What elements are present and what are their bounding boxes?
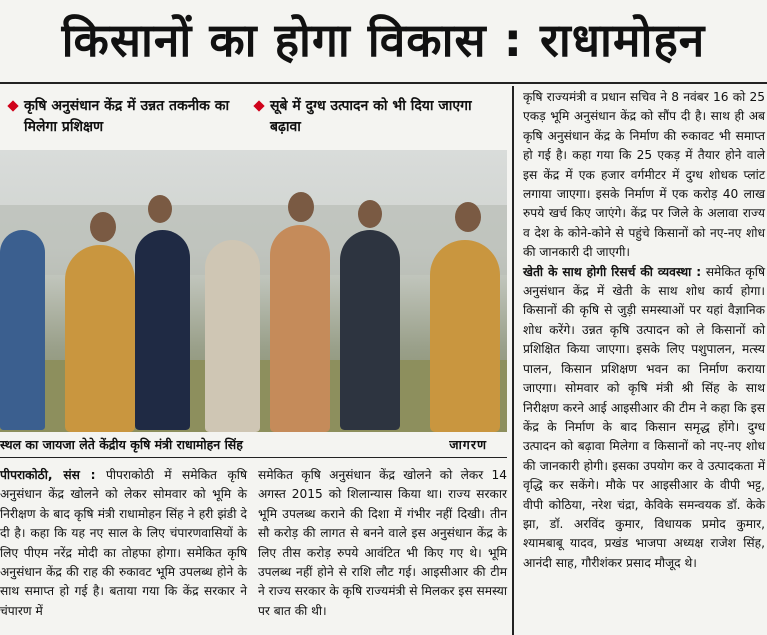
body-column-3-text-a: कृषि राज्यमंत्री व प्रधान सचिव ने 8 नवंबर 16 को 25 एकड़ भूमि अनुसंधान केंद्र को सौंप दी है। साथ ही अब कृषि अनुसंधान केंद्र के निर्माण की रुकावट भी समाप्त हो गई है। कहा गया कि 25 एकड़ में तैयार होने वाले इस केंद्र में एक हजार वर्गमीटर में दुग्ध शोधक प्लांट लगाया जाएगा। इसके निर्माण में एक करोड़ 40 लाख रुपये खर्च किए जाएंगे। केंद्र पर जिले के अलावा राज्य व देश के कोने-कोने से पहुंचे किसानों को नए-नए शोध की जानकारी दी जाएगी। xyxy=(523,90,765,260)
photo-person xyxy=(430,240,500,432)
body-column-3-text-b: समेकित कृषि अनुसंधान केंद्र में खेती के साथ शोध कार्य होगा। किसानों की कृषि से जुड़ी समस्याओं पर यहां वैज्ञानिक शोध करेंगे। उन्नत कृषि उत्पादन को ले किसानों को प्रशिक्षित किया जाएगा। इसके लिए पशुपालन, मत्स्य पालन, किसान प्रशिक्षण भवन का निर्माण कराया जाएगा। सोमवार को कृषि मंत्री श्री सिंह के साथ निरीक्षण करने आई आइसीआर की टीम ने कहा कि इस केंद्र के निर्माण के बाद किसान समृद्ध होंगे। दुग्ध उत्पादन को बढ़ावा मिलेगा व किसानों को नए-नए शोध की जानकारी होगी। इसका उपयोग कर वे उत्पादकता में वृद्धि कर सकेंगे। मौके पर आइसीआर के वीपी भट्ट, वीपी कोठिया, नरेश चंद्रा, केविके समन्वयक डॉ. केके झा, डॉ. अरविंद कुमार, विधायक प्रमोद कुमार, श्यामबाबू यादव, प्रखंड भाजपा अध्यक्ष राजेश सिंह, आनंदी साह, गौरीशंकर प्रसाद मौजूद थे। xyxy=(523,264,765,570)
photo-head xyxy=(148,195,172,223)
body-column-1-text: पीपराकोठी में समेकित कृषि अनुसंधान केंद्र खोलने को लेकर सोमवार को भूमि के निरीक्षण के बाद कृषि मंत्री राधामोहन सिंह ने हरी झंडी दे दी है। कहा कि यह नए साल के लिए चंपारणवासियों के लिए पीएम नरेंद्र मोदी का तोहफा होगा। समेकित कृषि अनुसंधान केंद्र की राह की रुकावट भूमि उपलब्ध होने के साथ समाप्त हो गई है। बताया गया कि केंद्र सरकार ने चंपारण में xyxy=(0,468,248,618)
news-photo xyxy=(0,150,507,432)
body-column-3 xyxy=(523,88,765,573)
body-column-1 xyxy=(0,466,247,621)
photo-person xyxy=(135,230,190,430)
photo-credit: जागरण xyxy=(449,437,487,452)
photo-caption xyxy=(0,434,507,456)
column-divider xyxy=(512,86,514,635)
subhead-training-text: कृषि अनुसंधान केंद्र में उन्नत तकनीक का मिलेगा प्रशिक्षण xyxy=(24,98,230,135)
photo-head xyxy=(288,192,314,222)
photo-head xyxy=(455,202,481,232)
photo-person xyxy=(340,230,400,430)
body-column-2-text: समेकित कृषि अनुसंधान केंद्र खोलने को लेकर 14 अगस्त 2015 को शिलान्यास किया था। राज्य सरकार भूमि उपलब्ध कराने की दिशा में गंभीर नहीं दिखी। तीन सौ करोड़ की लागत से बनने वाले इस अनुसंधान केंद्र के लिए तीस करोड़ रुपये आवंटित भी किए गए थे। भूमि उपलब्ध नहीं होने से राशि लौट गई। आइसीआर की टीम ने राज्य सरकार के कृषि राज्यमंत्री से मिलकर इस समस्या पर बात की थी। xyxy=(258,468,507,618)
body-column-2 xyxy=(258,466,507,621)
photo-person xyxy=(205,240,260,432)
photo-head xyxy=(358,200,382,228)
diamond-bullet-icon xyxy=(7,100,18,111)
headline-rule xyxy=(0,82,767,84)
diamond-bullet-icon xyxy=(253,100,264,111)
subhead-training xyxy=(24,96,254,138)
headline: किसानों का होगा विकास : राधामोहन xyxy=(61,13,706,67)
photo-person xyxy=(0,230,45,430)
photo-head xyxy=(90,212,116,242)
photo-person xyxy=(270,225,330,432)
photo-caption-text: स्थल का जायजा लेते केंद्रीय कृषि मंत्री राधामोहन सिंह xyxy=(0,437,243,452)
photo-person xyxy=(65,245,135,432)
dateline: पीपराकोठी, संस : xyxy=(0,468,96,482)
subhead-dairy-text: सूबे में दुग्ध उत्पादन को भी दिया जाएगा बढ़ावा xyxy=(270,98,472,135)
body-subhead-research: खेती के साथ होगी रिसर्च की व्यवस्था : xyxy=(523,264,702,279)
caption-rule xyxy=(0,457,507,458)
subhead-dairy xyxy=(270,96,500,138)
